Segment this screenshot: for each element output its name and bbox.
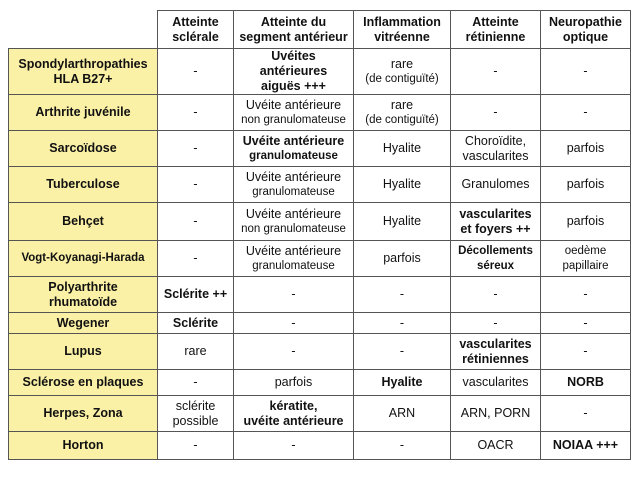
table-cell: - (541, 277, 631, 313)
table-cell: ARN (354, 396, 451, 432)
table-cell: Uvéite antérieure non granulomateuse (234, 95, 354, 131)
table-cell: oedème papillaire (541, 241, 631, 277)
table-row (9, 432, 631, 460)
row-header: Sarcoïdose (9, 131, 158, 167)
table-cell: - (354, 313, 451, 334)
table-cell: - (158, 95, 234, 131)
table-cell: - (234, 334, 354, 370)
table-cell: Hyalite (354, 131, 451, 167)
table-cell: - (354, 277, 451, 313)
header-atteinte-segment-anterieur: Atteinte du segment antérieur (234, 11, 354, 49)
table-cell: Uvéite antérieure granulomateuse (234, 131, 354, 167)
row-header: Tuberculose (9, 167, 158, 203)
table-cell: ARN, PORN (451, 396, 541, 432)
table-cell: Choroïdite, vascularites (451, 131, 541, 167)
row-header: Behçet (9, 203, 158, 241)
table-cell: - (158, 203, 234, 241)
table-cell: - (451, 313, 541, 334)
row-header: Herpes, Zona (9, 396, 158, 432)
table-row (9, 277, 631, 313)
table-cell: vascularites rétiniennes (451, 334, 541, 370)
header-row (9, 11, 631, 49)
table-cell: - (541, 95, 631, 131)
table-cell: NORB (541, 370, 631, 396)
row-header: Wegener (9, 313, 158, 334)
header-inflammation-vitreenne: Inflammation vitréenne (354, 11, 451, 49)
table-cell: - (541, 313, 631, 334)
table-cell: parfois (354, 241, 451, 277)
table-cell: Granulomes (451, 167, 541, 203)
table-cell: - (234, 432, 354, 460)
header-atteinte-retinienne: Atteinte rétinienne (451, 11, 541, 49)
table-cell: Uvéite antérieure non granulomateuse (234, 203, 354, 241)
table-cell: parfois (541, 203, 631, 241)
table-cell: Hyalite (354, 167, 451, 203)
row-header: Spondylarthropathies HLA B27+ (9, 49, 158, 95)
table-cell: - (541, 49, 631, 95)
table-row (9, 396, 631, 432)
table-cell: - (451, 49, 541, 95)
table-cell: - (158, 131, 234, 167)
corner-cell (9, 11, 158, 49)
row-header: Vogt-Koyanagi-Harada (9, 241, 158, 277)
table-row (9, 49, 631, 95)
table-cell: - (354, 432, 451, 460)
table-cell: - (451, 95, 541, 131)
header-neuropathie-optique: Neuropathie optique (541, 11, 631, 49)
table-cell: Hyalite (354, 203, 451, 241)
table-cell: - (158, 167, 234, 203)
table-cell: parfois (541, 167, 631, 203)
table-row (9, 203, 631, 241)
table-cell: parfois (234, 370, 354, 396)
table-cell: Décollements séreux (451, 241, 541, 277)
table-cell: - (158, 241, 234, 277)
table-cell: vascularites et foyers ++ (451, 203, 541, 241)
table-cell: Uvéites antérieures aiguës +++ (234, 49, 354, 95)
table-cell: - (451, 277, 541, 313)
table-cell: sclérite possible (158, 396, 234, 432)
table-cell: - (158, 432, 234, 460)
table-row (9, 334, 631, 370)
table-cell: Sclérite (158, 313, 234, 334)
table-cell: kératite, uvéite antérieure (234, 396, 354, 432)
row-header: Horton (9, 432, 158, 460)
table-cell: - (158, 370, 234, 396)
table-cell: - (234, 313, 354, 334)
table-cell: vascularites (451, 370, 541, 396)
row-header: Polyarthrite rhumatoïde (9, 277, 158, 313)
table-cell: parfois (541, 131, 631, 167)
row-header: Arthrite juvénile (9, 95, 158, 131)
row-header: Sclérose en plaques (9, 370, 158, 396)
table-cell: - (354, 334, 451, 370)
table-cell: rare (de contiguïté) (354, 95, 451, 131)
table-row (9, 241, 631, 277)
table-container (8, 10, 631, 460)
table-cell: Uvéite antérieure granulomateuse (234, 167, 354, 203)
table-cell: - (541, 396, 631, 432)
header-atteinte-sclerale: Atteinte sclérale (158, 11, 234, 49)
table-cell: rare (158, 334, 234, 370)
table-row (9, 95, 631, 131)
table-cell: NOIAA +++ (541, 432, 631, 460)
row-header: Lupus (9, 334, 158, 370)
table-cell: rare (de contiguïté) (354, 49, 451, 95)
table-cell: - (234, 277, 354, 313)
table-cell: - (541, 334, 631, 370)
table-row (9, 131, 631, 167)
uveitis-comparison-table (8, 10, 631, 460)
table-cell: Sclérite ++ (158, 277, 234, 313)
table-body (9, 49, 631, 460)
table-cell: OACR (451, 432, 541, 460)
table-cell: - (158, 49, 234, 95)
table-row (9, 167, 631, 203)
table-cell: Hyalite (354, 370, 451, 396)
table-row (9, 370, 631, 396)
table-row (9, 313, 631, 334)
table-cell: Uvéite antérieure granulomateuse (234, 241, 354, 277)
